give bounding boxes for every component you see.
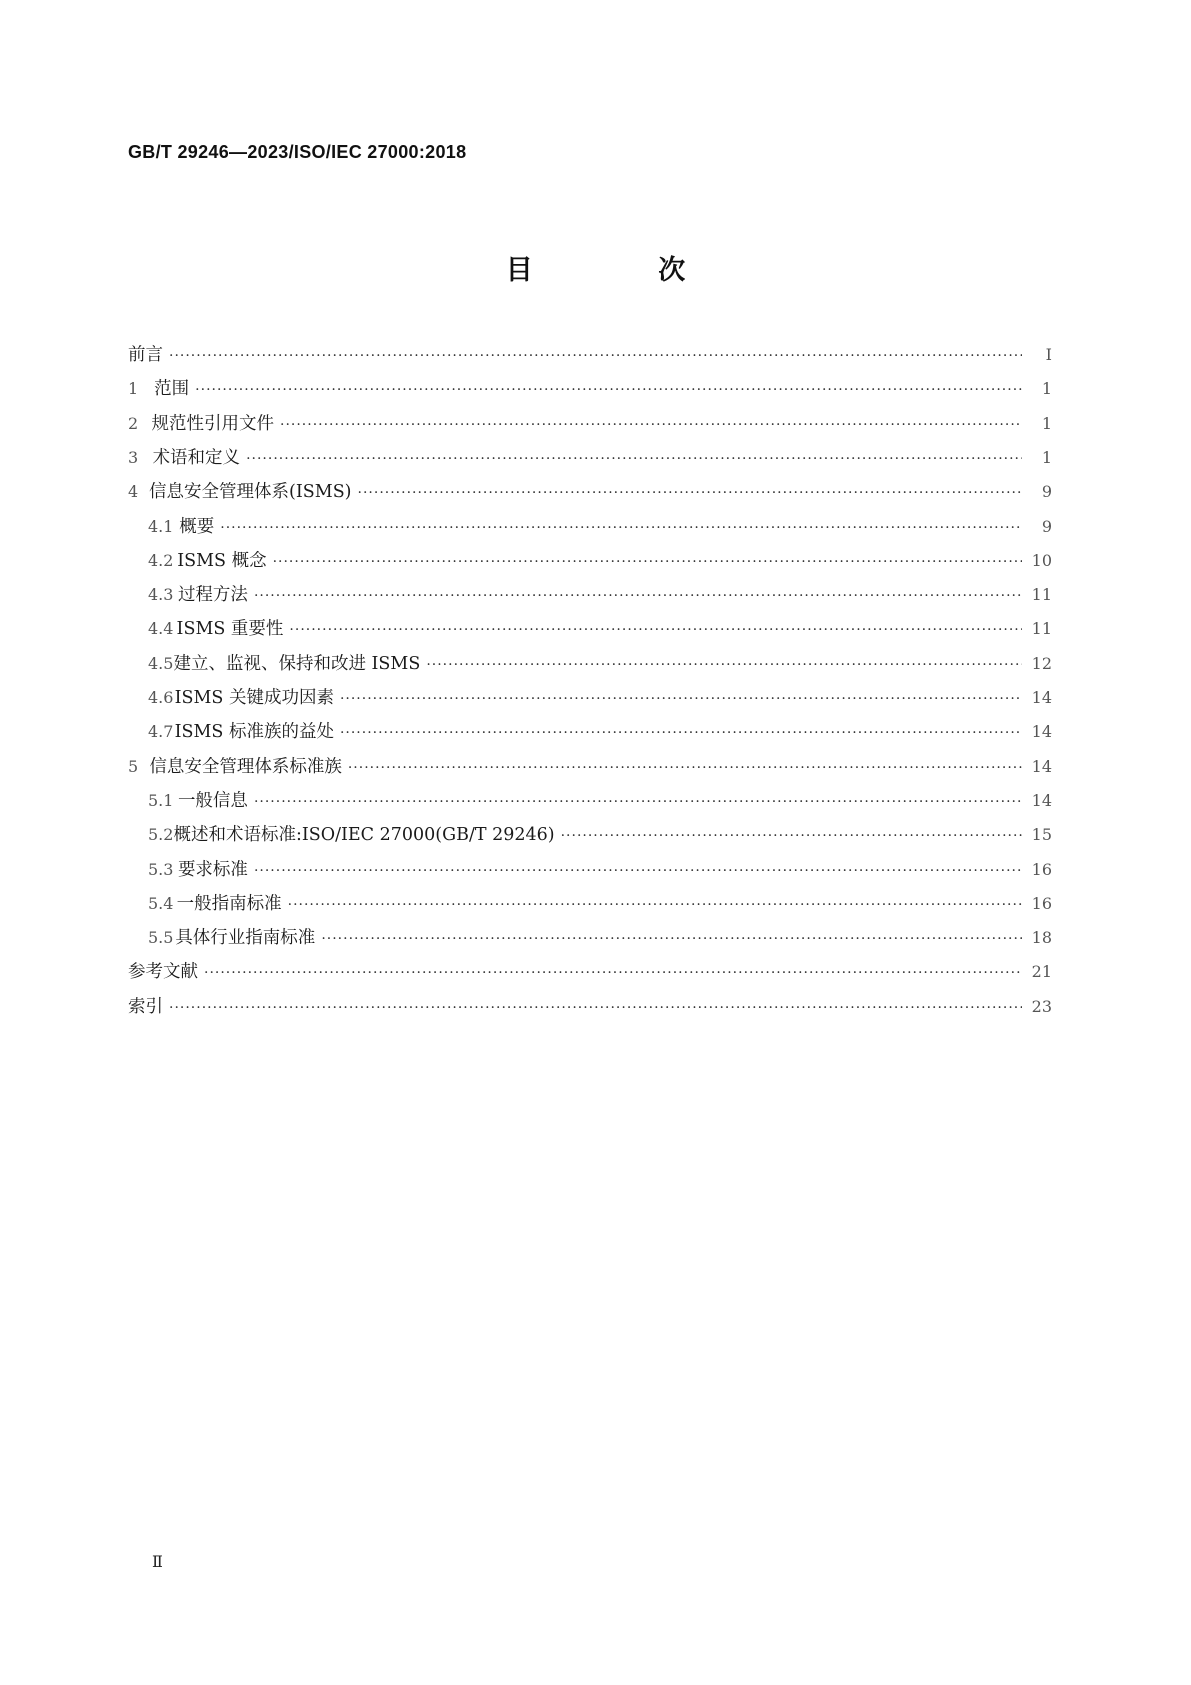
toc-entry-label: 术语和定义 (152, 447, 241, 468)
toc-entry-page: 16 (1031, 859, 1052, 879)
toc-entry-page: 1 (1041, 413, 1052, 433)
page-title: 目 次 (505, 255, 744, 286)
toc-entry-label: 要求标准 (177, 859, 248, 880)
toc-entry-number: 5 (128, 756, 139, 776)
toc-entry-page: 11 (1031, 619, 1052, 639)
toc-entry-number: 5.4 (148, 893, 174, 913)
toc-dot-leader (254, 787, 1022, 817)
toc-dot-leader (195, 375, 1022, 405)
toc-entry-label: 索引 (128, 996, 163, 1017)
toc-dot-leader (289, 615, 1022, 645)
toc-entry-label: ISMS 概念 (177, 550, 267, 571)
toc-entry-page: 14 (1031, 722, 1052, 742)
page-number: Ⅱ (152, 1552, 163, 1571)
toc-entry-label: 具体行业指南标准 (175, 928, 316, 949)
toc-entry-label: 概要 (179, 516, 215, 537)
toc-entry[interactable] (128, 957, 1052, 987)
toc-entry-number: 4.6 (148, 688, 174, 707)
toc-dot-leader (169, 341, 1022, 371)
toc-entry[interactable] (128, 546, 1052, 576)
toc-entry-label: 一般信息 (177, 790, 248, 811)
toc-entry-label: 规范性引用文件 (151, 413, 274, 434)
toc-entry[interactable] (128, 683, 1052, 713)
toc-entry[interactable] (128, 820, 1052, 850)
toc-dot-leader (288, 890, 1022, 920)
toc-entry-number: 2 (128, 413, 139, 433)
toc-dot-leader (254, 581, 1022, 611)
toc-entry[interactable] (128, 992, 1052, 1022)
toc-entry-page: 1 (1041, 379, 1052, 399)
toc-entry[interactable] (128, 477, 1052, 507)
toc-entry-number: 3 (128, 447, 139, 467)
toc-dot-leader (426, 650, 1022, 680)
toc-entry[interactable] (128, 374, 1052, 404)
toc-entry-page: 1 (1041, 447, 1052, 467)
toc-entry[interactable] (128, 649, 1052, 679)
toc-dot-leader (340, 718, 1022, 748)
toc-entry[interactable] (128, 786, 1052, 816)
toc-entry-number: 4.5 (148, 653, 174, 673)
toc-entry-page: 9 (1041, 482, 1052, 502)
toc-entry-number: 4.4 (148, 619, 174, 639)
toc-entry-page: 21 (1031, 962, 1052, 982)
toc-entry-page: 14 (1031, 790, 1052, 810)
toc-entry-label: 前言 (128, 345, 163, 365)
toc-entry[interactable] (128, 340, 1052, 370)
toc-entry-page: 14 (1031, 756, 1052, 776)
document-header (128, 142, 466, 163)
toc-entry[interactable] (128, 889, 1052, 919)
toc-entry-page: Ⅰ (1045, 345, 1052, 364)
toc-entry-label: 信息安全管理体系标准族 (149, 756, 342, 777)
toc-entry-label: ISMS 关键成功因素 (174, 688, 334, 708)
toc-entry-page: 9 (1041, 516, 1052, 536)
toc-entry-label: 概述和术语标准:ISO/IEC 27000(GB/T 29246) (173, 825, 555, 846)
toc-entry-label: 参考文献 (128, 962, 198, 983)
toc-dot-leader (280, 410, 1022, 440)
toc-dot-leader (340, 684, 1022, 714)
toc-dot-leader (254, 856, 1022, 886)
toc-entry[interactable] (128, 752, 1052, 782)
toc-entry-label: 信息安全管理体系(ISMS) (149, 482, 352, 503)
toc-dot-leader (220, 513, 1022, 543)
toc-entry-label: ISMS 重要性 (176, 619, 284, 640)
toc-dot-leader (358, 478, 1022, 508)
toc-entry-number: 5.5 (148, 928, 174, 948)
toc-entry-number: 4.7 (148, 722, 174, 742)
toc-entry[interactable] (128, 512, 1052, 542)
toc-dot-leader (561, 821, 1022, 851)
toc-entry-page: 18 (1031, 928, 1052, 948)
toc-dot-leader (204, 958, 1022, 988)
toc-entry-page: 15 (1031, 825, 1052, 845)
toc-entry-page: 10 (1031, 550, 1052, 570)
toc-dot-leader (348, 753, 1022, 783)
toc-entry-page: 23 (1031, 996, 1052, 1016)
toc-entry-label: 范围 (154, 379, 190, 400)
toc-entry[interactable] (128, 855, 1052, 885)
toc-entry-number: 4 (128, 482, 139, 502)
toc-entry-label: ISMS 标准族的益处 (174, 722, 334, 743)
toc-dot-leader (169, 993, 1022, 1023)
toc-entry-label: 建立、监视、保持和改进 ISMS (173, 653, 421, 674)
toc-entry-page: 16 (1031, 893, 1052, 913)
toc-entry-page: 12 (1031, 653, 1052, 673)
toc-entry-number: 5.2 (148, 825, 174, 845)
toc-entry-number: 4.3 (148, 585, 174, 605)
toc-entry-number: 4.2 (148, 550, 174, 570)
toc-entry-number: 1 (128, 379, 139, 399)
toc-entry-number: 5.3 (148, 859, 174, 879)
toc-dot-leader (321, 924, 1022, 954)
toc-entry[interactable] (128, 443, 1052, 473)
toc-entry-label: 一般指南标准 (176, 893, 282, 914)
toc-entry[interactable] (128, 717, 1052, 747)
toc-entry-number: 5.1 (148, 790, 174, 810)
standard-id: GB/T 29246—2023/ISO/IEC 27000:2018 (128, 142, 467, 162)
toc-entry-page: 11 (1031, 585, 1052, 605)
toc-dot-leader (246, 444, 1022, 474)
toc-entry[interactable] (128, 409, 1052, 439)
toc-entry[interactable] (128, 923, 1052, 953)
toc-entry[interactable] (128, 580, 1052, 610)
toc-dot-leader (273, 547, 1022, 577)
toc-entry-number: 4.1 (148, 516, 174, 536)
toc-entry[interactable] (128, 614, 1052, 644)
toc-entry-label: 过程方法 (177, 585, 248, 606)
toc-entry-page: 14 (1031, 688, 1052, 707)
